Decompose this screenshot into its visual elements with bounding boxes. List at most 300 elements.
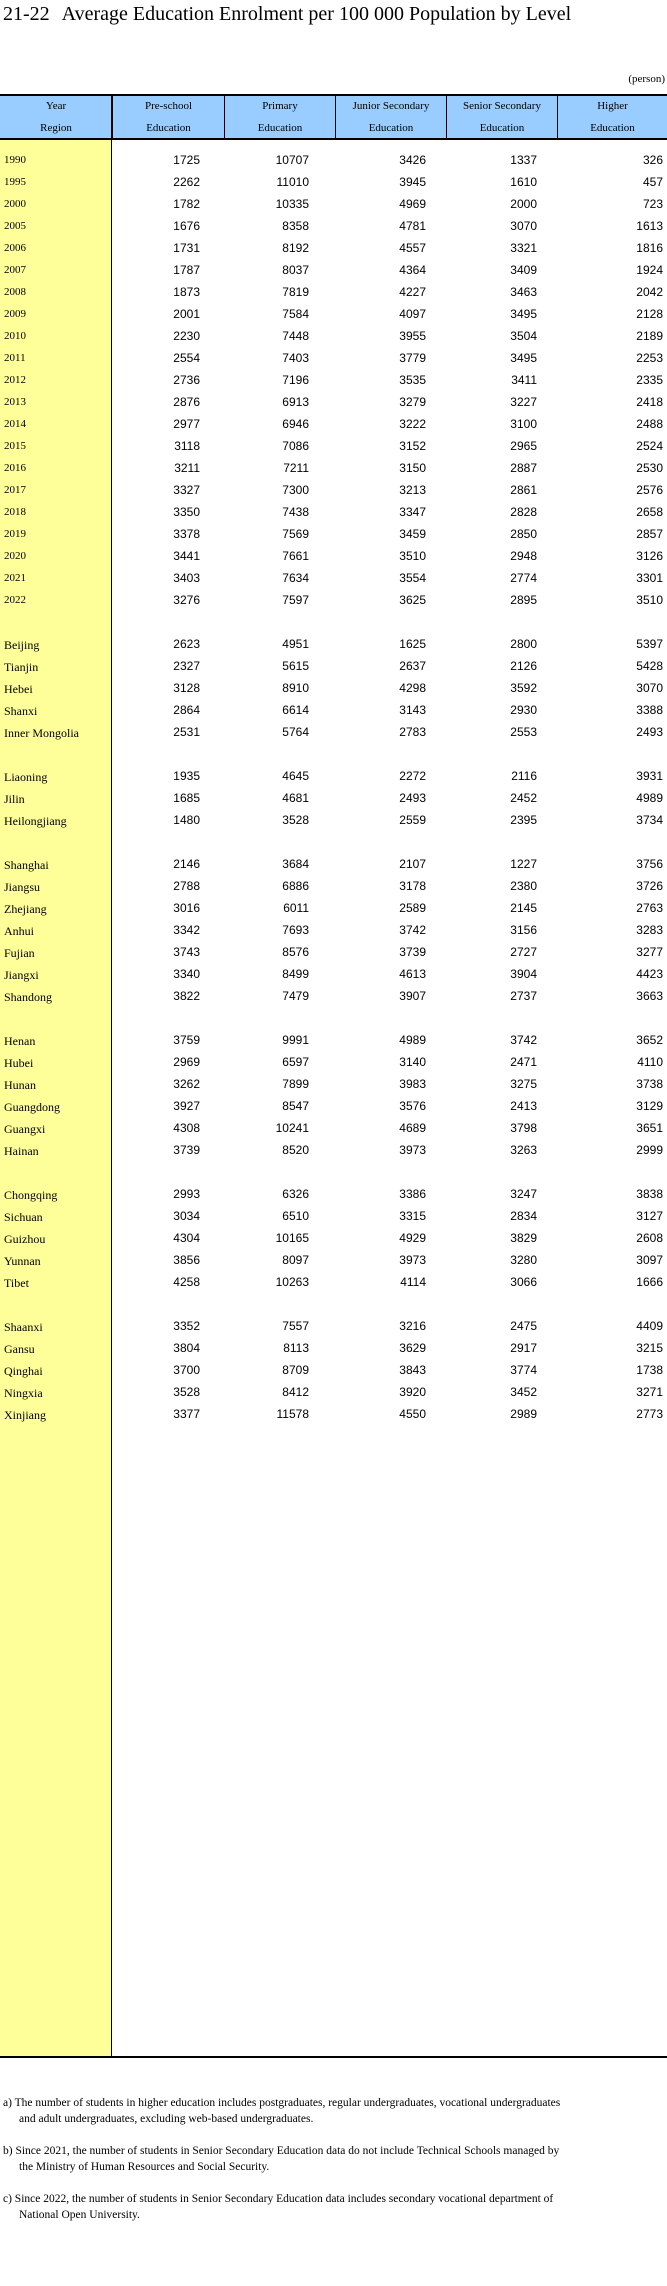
table-row (0, 657, 667, 677)
primary-value: 6614 (282, 703, 309, 717)
junior-secondary-value: 2589 (399, 901, 426, 915)
table-row (0, 503, 667, 523)
senior-secondary-value: 2145 (510, 901, 537, 915)
senior-secondary-value: 3463 (510, 285, 537, 299)
row-region-label: Jilin (4, 792, 25, 806)
table-row (0, 1141, 667, 1161)
junior-secondary-value: 3459 (399, 527, 426, 541)
preschool-value: 3118 (174, 439, 200, 453)
table-row (0, 327, 667, 347)
junior-secondary-value: 3907 (399, 989, 426, 1003)
higher-value: 2999 (636, 1143, 663, 1157)
row-region-label: Inner Mongolia (4, 726, 79, 740)
row-year-label: 2005 (4, 220, 26, 232)
primary-value: 8412 (282, 1385, 309, 1399)
table-row (0, 1119, 667, 1139)
table-row (0, 1361, 667, 1381)
senior-secondary-value: 3742 (510, 1033, 537, 1047)
higher-value: 2773 (636, 1407, 663, 1421)
preschool-value: 3739 (173, 1143, 200, 1157)
junior-secondary-value: 2272 (399, 769, 426, 783)
preschool-value: 1480 (173, 813, 200, 827)
junior-secondary-value: 3945 (399, 175, 426, 189)
higher-value: 3388 (636, 703, 663, 717)
higher-value: 3215 (636, 1341, 663, 1355)
table-row (0, 437, 667, 457)
row-year-label: 2021 (4, 572, 26, 584)
footnote-continuation: the Ministry of Human Resources and Social Security. (19, 2161, 270, 2173)
preschool-value: 3262 (173, 1077, 200, 1091)
preschool-value: 3378 (173, 527, 200, 541)
header-year-region (0, 96, 112, 138)
row-region-label: Qinghai (4, 1364, 43, 1378)
senior-secondary-value: 2887 (510, 461, 537, 475)
table-row (0, 1031, 667, 1051)
row-year-label: 2014 (4, 418, 26, 430)
senior-secondary-value: 2850 (510, 527, 537, 541)
primary-value: 8358 (282, 219, 309, 233)
higher-value: 326 (642, 153, 663, 167)
senior-secondary-value: 3495 (510, 307, 537, 321)
row-year-label: 1990 (4, 154, 26, 166)
senior-secondary-value: 3798 (510, 1121, 537, 1135)
higher-value: 2763 (636, 901, 663, 915)
senior-secondary-value: 1337 (510, 153, 537, 167)
primary-value: 11010 (276, 175, 309, 189)
senior-secondary-value: 1610 (510, 175, 537, 189)
primary-value: 8520 (282, 1143, 309, 1157)
junior-secondary-value: 3510 (399, 549, 426, 563)
senior-secondary-value: 2737 (510, 989, 537, 1003)
row-region-label: Henan (4, 1034, 36, 1048)
junior-secondary-value: 3973 (399, 1253, 426, 1267)
row-year-label: 2015 (4, 440, 26, 452)
footnote-continuation: National Open University. (19, 2209, 140, 2221)
junior-secondary-value: 2493 (399, 791, 426, 805)
preschool-value: 4308 (173, 1121, 200, 1135)
preschool-value: 2993 (173, 1187, 200, 1201)
row-region-label: Guangdong (4, 1100, 60, 1114)
higher-value: 3652 (636, 1033, 663, 1047)
primary-value: 8037 (282, 263, 309, 277)
row-region-label: Sichuan (4, 1210, 43, 1224)
senior-secondary-value: 3275 (510, 1077, 537, 1091)
row-year-label: 2011 (4, 352, 26, 364)
senior-secondary-value: 2948 (510, 549, 537, 563)
primary-value: 10263 (275, 1275, 309, 1289)
primary-value: 6913 (282, 395, 309, 409)
primary-value: 8576 (282, 945, 309, 959)
table-row (0, 701, 667, 721)
table-row (0, 459, 667, 479)
higher-value: 457 (642, 175, 663, 189)
primary-value: 11578 (276, 1407, 309, 1421)
preschool-value: 3350 (173, 505, 200, 519)
junior-secondary-value: 4097 (399, 307, 426, 321)
primary-value: 10335 (275, 197, 309, 211)
junior-secondary-value: 3739 (399, 945, 426, 959)
senior-secondary-value: 2828 (510, 505, 537, 519)
header-senior-secondary (446, 96, 557, 138)
row-year-label: 2013 (4, 396, 26, 408)
preschool-value: 3403 (173, 571, 200, 585)
higher-value: 1924 (636, 263, 663, 277)
preschool-value: 2554 (173, 351, 200, 365)
primary-value: 8097 (282, 1253, 309, 1267)
junior-secondary-value: 3576 (399, 1099, 426, 1113)
primary-value: 6510 (282, 1209, 309, 1223)
higher-value: 5397 (636, 637, 663, 651)
higher-value: 5428 (636, 659, 663, 673)
header-text: Education (479, 122, 525, 134)
primary-value: 7661 (282, 549, 309, 563)
table-row (0, 1339, 667, 1359)
primary-value: 8192 (282, 241, 309, 255)
higher-value: 3663 (636, 989, 663, 1003)
row-year-label: 2020 (4, 550, 26, 562)
row-region-label: Hainan (4, 1144, 39, 1158)
junior-secondary-value: 3955 (399, 329, 426, 343)
senior-secondary-value: 2475 (510, 1319, 537, 1333)
row-region-label: Liaoning (4, 770, 48, 784)
senior-secondary-value: 2395 (510, 813, 537, 827)
higher-value: 3070 (636, 681, 663, 695)
table-row (0, 591, 667, 611)
preschool-value: 1782 (173, 197, 200, 211)
preschool-value: 2230 (173, 329, 200, 343)
table-row (0, 283, 667, 303)
higher-value: 3126 (636, 549, 663, 563)
senior-secondary-value: 2727 (510, 945, 537, 959)
junior-secondary-value: 3279 (399, 395, 426, 409)
table-row (0, 877, 667, 897)
senior-secondary-value: 2380 (510, 879, 537, 893)
junior-secondary-value: 3213 (399, 483, 426, 497)
header-text: Pre-school (144, 100, 193, 112)
higher-value: 2493 (636, 725, 663, 739)
table-row (0, 481, 667, 501)
higher-value: 3271 (636, 1385, 663, 1399)
senior-secondary-value: 2116 (511, 769, 537, 783)
senior-secondary-value: 2000 (510, 197, 537, 211)
preschool-value: 3804 (173, 1341, 200, 1355)
row-year-label: 2022 (4, 594, 26, 606)
table-row (0, 679, 667, 699)
senior-secondary-value: 2930 (510, 703, 537, 717)
primary-value: 10165 (275, 1231, 309, 1245)
senior-secondary-value: 3100 (510, 417, 537, 431)
primary-value: 6011 (283, 901, 309, 915)
table-row (0, 1075, 667, 1095)
table-row (0, 767, 667, 787)
higher-value: 3734 (636, 813, 663, 827)
higher-value: 3738 (636, 1077, 663, 1091)
table-row (0, 943, 667, 963)
primary-value: 6946 (282, 417, 309, 431)
senior-secondary-value: 2471 (510, 1055, 537, 1069)
junior-secondary-value: 4298 (399, 681, 426, 695)
junior-secondary-value: 4781 (399, 219, 426, 233)
higher-value: 1738 (636, 1363, 663, 1377)
row-region-label: Hebei (4, 682, 33, 696)
higher-value: 2608 (636, 1231, 663, 1245)
footnotes (3, 2095, 663, 2239)
preschool-value: 2977 (173, 417, 200, 431)
preschool-value: 1787 (173, 263, 200, 277)
senior-secondary-value: 3504 (510, 329, 537, 343)
senior-secondary-value: 2413 (510, 1099, 537, 1113)
row-year-label: 2019 (4, 528, 26, 540)
row-region-label: Ningxia (4, 1386, 43, 1400)
senior-secondary-value: 3774 (510, 1363, 537, 1377)
row-region-label: Gansu (4, 1342, 35, 1356)
primary-value: 7086 (282, 439, 309, 453)
table-row (0, 987, 667, 1007)
junior-secondary-value: 4364 (399, 263, 426, 277)
preschool-value: 3927 (173, 1099, 200, 1113)
preschool-value: 3352 (173, 1319, 200, 1333)
row-region-label: Shanghai (4, 858, 49, 872)
preschool-value: 3128 (173, 681, 200, 695)
senior-secondary-value: 3263 (510, 1143, 537, 1157)
higher-value: 1816 (636, 241, 663, 255)
primary-value: 6597 (282, 1055, 309, 1069)
table-row (0, 1405, 667, 1425)
table-row (0, 965, 667, 985)
table-row (0, 855, 667, 875)
primary-value: 7569 (282, 527, 309, 541)
primary-value: 7634 (282, 571, 309, 585)
senior-secondary-value: 3452 (510, 1385, 537, 1399)
higher-value: 3931 (636, 769, 663, 783)
footnote (3, 2143, 663, 2175)
junior-secondary-value: 4114 (400, 1275, 426, 1289)
primary-value: 4681 (282, 791, 309, 805)
primary-value: 9991 (282, 1033, 309, 1047)
primary-value: 4951 (282, 637, 309, 651)
higher-value: 4409 (636, 1319, 663, 1333)
table-row (0, 1229, 667, 1249)
higher-value: 3756 (636, 857, 663, 871)
table-row (0, 261, 667, 281)
higher-value: 2524 (636, 439, 663, 453)
senior-secondary-value: 3592 (510, 681, 537, 695)
preschool-value: 1731 (173, 241, 200, 255)
junior-secondary-value: 3140 (399, 1055, 426, 1069)
higher-value: 2335 (636, 373, 663, 387)
footnote-line: a) The number of students in higher education includes postgraduates, regular undergraduates, vocational undergraduates (3, 2097, 561, 2109)
table-row (0, 217, 667, 237)
junior-secondary-value: 4689 (399, 1121, 426, 1135)
junior-secondary-value: 2107 (399, 857, 426, 871)
primary-value: 4645 (282, 769, 309, 783)
higher-value: 3277 (636, 945, 663, 959)
preschool-value: 1685 (173, 791, 200, 805)
row-region-label: Anhui (4, 924, 34, 938)
row-region-label: Hubei (4, 1056, 34, 1070)
higher-value: 2488 (636, 417, 663, 431)
higher-value: 4423 (636, 967, 663, 981)
footnote-line: b) Since 2021, the number of students in Senior Secondary Education data do not include Technical Schools managed by (3, 2145, 560, 2157)
footnote (3, 2191, 663, 2223)
table-row (0, 1053, 667, 1073)
higher-value: 4110 (637, 1055, 663, 1069)
higher-value: 1613 (636, 219, 663, 233)
junior-secondary-value: 3554 (399, 571, 426, 585)
junior-secondary-value: 3625 (399, 593, 426, 607)
senior-secondary-value: 3411 (511, 373, 537, 387)
primary-value: 10707 (275, 153, 309, 167)
senior-secondary-value: 3904 (510, 967, 537, 981)
preschool-value: 3327 (173, 483, 200, 497)
preschool-value: 2001 (173, 307, 200, 321)
junior-secondary-value: 4989 (399, 1033, 426, 1047)
table-title: Average Education Enrolment per 100 000 Population by Level (61, 3, 572, 25)
header-text: Primary (262, 100, 298, 112)
preschool-value: 1935 (173, 769, 200, 783)
primary-value: 7211 (283, 461, 309, 475)
row-region-label: Jiangxi (4, 968, 39, 982)
table-row (0, 1185, 667, 1205)
primary-value: 8709 (282, 1363, 309, 1377)
junior-secondary-value: 2783 (399, 725, 426, 739)
junior-secondary-value: 4557 (399, 241, 426, 255)
junior-secondary-value: 3973 (399, 1143, 426, 1157)
preschool-value: 2969 (173, 1055, 200, 1069)
senior-secondary-value: 2895 (510, 593, 537, 607)
higher-value: 3129 (636, 1099, 663, 1113)
table-row (0, 1097, 667, 1117)
row-year-label: 2016 (4, 462, 26, 474)
junior-secondary-value: 3386 (399, 1187, 426, 1201)
junior-secondary-value: 3983 (399, 1077, 426, 1091)
junior-secondary-value: 2559 (399, 813, 426, 827)
senior-secondary-value: 3321 (510, 241, 537, 255)
footnote-continuation: and adult undergraduates, excluding web-based undergraduates. (19, 2113, 314, 2125)
row-year-label: 2009 (4, 308, 26, 320)
senior-secondary-value: 3070 (510, 219, 537, 233)
preschool-value: 3759 (173, 1033, 200, 1047)
junior-secondary-value: 2637 (399, 659, 426, 673)
footnote-line: c) Since 2022, the number of students in Senior Secondary Education data includes secondary vocational department of (3, 2193, 554, 2205)
preschool-value: 3340 (173, 967, 200, 981)
header-text: Year (45, 100, 67, 112)
row-year-label: 2010 (4, 330, 26, 342)
primary-value: 3528 (282, 813, 309, 827)
header-text: Junior Secondary (352, 100, 430, 112)
primary-value: 7693 (282, 923, 309, 937)
higher-value: 3651 (636, 1121, 663, 1135)
preschool-value: 3700 (173, 1363, 200, 1377)
preschool-value: 3034 (173, 1209, 200, 1223)
senior-secondary-value: 3227 (510, 395, 537, 409)
preschool-value: 1873 (173, 285, 200, 299)
higher-value: 4989 (636, 791, 663, 805)
senior-secondary-value: 2126 (510, 659, 537, 673)
primary-value: 7196 (282, 373, 309, 387)
table-row (0, 1317, 667, 1337)
row-region-label: Shandong (4, 990, 52, 1004)
senior-secondary-value: 2800 (510, 637, 537, 651)
higher-value: 2189 (636, 329, 663, 343)
primary-value: 7584 (282, 307, 309, 321)
preschool-value: 2623 (173, 637, 200, 651)
junior-secondary-value: 3315 (399, 1209, 426, 1223)
preschool-value: 2146 (173, 857, 200, 871)
table-bottom-rule (0, 2056, 667, 2058)
higher-value: 3301 (636, 571, 663, 585)
junior-secondary-value: 3152 (399, 439, 426, 453)
junior-secondary-value: 3143 (399, 703, 426, 717)
junior-secondary-value: 3178 (399, 879, 426, 893)
primary-value: 7479 (282, 989, 309, 1003)
table-number: 21-22 (3, 3, 50, 25)
preschool-value: 2262 (173, 175, 200, 189)
higher-value: 3127 (636, 1209, 663, 1223)
senior-secondary-value: 2861 (510, 483, 537, 497)
table-row (0, 1273, 667, 1293)
junior-secondary-value: 3843 (399, 1363, 426, 1377)
header-higher (557, 96, 667, 138)
table-row (0, 811, 667, 831)
primary-value: 7819 (282, 285, 309, 299)
table-row (0, 1383, 667, 1403)
header-text: Education (146, 122, 191, 134)
senior-secondary-value: 2452 (510, 791, 537, 805)
preschool-value: 2788 (173, 879, 200, 893)
row-region-label: Jiangsu (4, 880, 40, 894)
higher-value: 2530 (636, 461, 663, 475)
primary-value: 7403 (282, 351, 309, 365)
footnote (3, 2095, 663, 2127)
preschool-value: 1676 (173, 219, 200, 233)
table-row (0, 173, 667, 193)
table-row (0, 349, 667, 369)
senior-secondary-value: 1227 (510, 857, 537, 871)
row-region-label: Guizhou (4, 1232, 46, 1246)
preschool-value: 1725 (173, 153, 200, 167)
preschool-value: 3276 (173, 593, 200, 607)
preschool-value: 3342 (173, 923, 200, 937)
primary-value: 7597 (282, 593, 309, 607)
primary-value: 10241 (275, 1121, 309, 1135)
data-table (0, 94, 667, 2058)
preschool-value: 2327 (173, 659, 200, 673)
table-row (0, 305, 667, 325)
senior-secondary-value: 2553 (510, 725, 537, 739)
row-region-label: Xinjiang (4, 1408, 46, 1422)
table-row (0, 151, 667, 171)
primary-value: 7557 (282, 1319, 309, 1333)
row-year-label: 1995 (4, 176, 26, 188)
junior-secondary-value: 3150 (399, 461, 426, 475)
higher-value: 2042 (636, 285, 663, 299)
row-region-label: Tibet (4, 1276, 29, 1290)
senior-secondary-value: 3066 (510, 1275, 537, 1289)
header-text: Senior Secondary (463, 100, 541, 112)
preschool-value: 3528 (173, 1385, 200, 1399)
table-row (0, 1207, 667, 1227)
senior-secondary-value: 3156 (510, 923, 537, 937)
primary-value: 7300 (282, 483, 309, 497)
header-text: Education (590, 122, 635, 134)
table-row (0, 525, 667, 545)
higher-value: 2576 (636, 483, 663, 497)
header-text: Education (368, 122, 414, 134)
row-year-label: 2008 (4, 286, 26, 298)
higher-value: 3510 (636, 593, 663, 607)
preschool-value: 2531 (173, 725, 200, 739)
